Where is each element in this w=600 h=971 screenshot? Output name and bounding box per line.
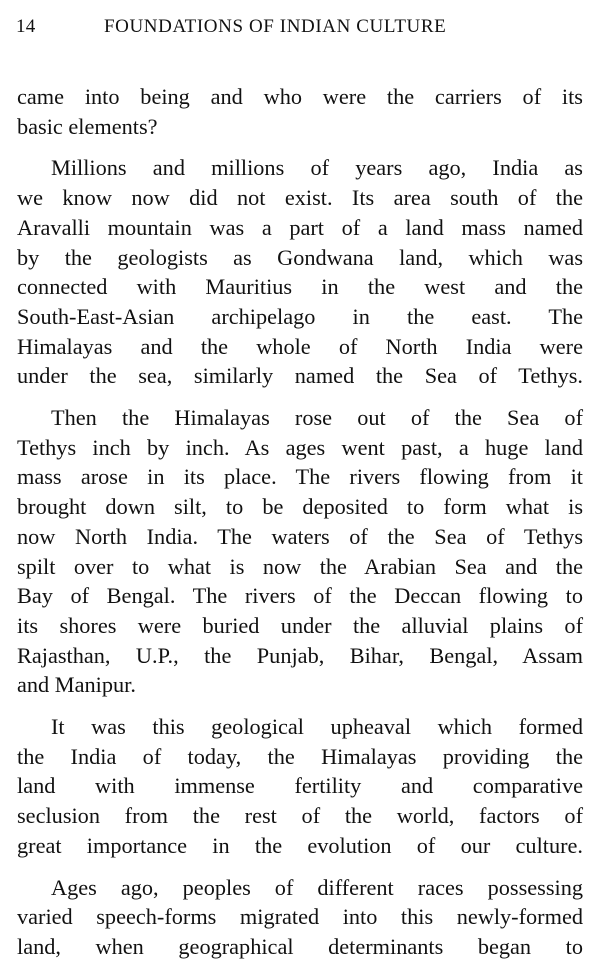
text-line: and Manipur. [17,672,136,698]
body-text [17,82,583,962]
text-line: seclusion from the rest of the world, factors of [17,803,583,829]
text-line: basic elements? [17,113,158,139]
text-line: mass arose in its place. The rivers flowing from it [17,464,583,490]
text-line: Himalayas and the whole of North India were [17,333,583,359]
running-title: FOUNDATIONS OF INDIAN CULTURE [104,16,447,37]
text-line: varied speech-forms migrated into this newly-formed [17,904,583,930]
paragraph-gondwana [17,153,583,391]
running-head [16,16,582,46]
text-line: spilt over to what is now the Arabian Sea and the [17,553,583,579]
text-line: Aravalli mountain was a part of a land mass named [17,214,583,240]
text-line: land with immense fertility and comparative [17,773,583,799]
text-line: It was this geological upheaval which formed [51,714,583,740]
text-line: Bay of Bengal. The rivers of the Deccan flowing to [17,583,583,609]
text-line: the India of today, the Himalayas providing the [17,743,583,769]
text-line: Tethys inch by inch. As ages went past, a huge land [17,434,583,460]
text-line: brought down silt, to be deposited to form what is [17,494,583,520]
paragraph-continuation [17,82,583,141]
text-line: South-East-Asian archipelago in the east. The [17,303,583,329]
text-line: under the sea, similarly named the Sea of Tethys. [17,363,583,389]
paragraph-upheaval [17,712,583,861]
text-line: now North India. The waters of the Sea of Tethys [17,523,583,549]
text-line: Millions and millions of years ago, India as [51,155,583,181]
text-line: Rajasthan, U.P., the Punjab, Bihar, Bengal, Assam [17,642,583,668]
text-line: land, when geographical determinants began to [17,933,583,959]
text-line: Then the Himalayas rose out of the Sea of [51,405,583,431]
text-line: connected with Mauritius in the west and the [17,274,583,300]
paragraph-migration [17,873,583,962]
text-line: Ages ago, peoples of different races possessing [51,874,583,900]
text-line: by the geologists as Gondwana land, which was [17,244,583,270]
text-line: we know now did not exist. Its area south of the [17,185,583,211]
text-line: its shores were buried under the alluvial plains of [17,612,583,638]
text-line: great importance in the evolution of our culture. [17,832,583,858]
text-line: came into being and who were the carriers of its [17,84,583,109]
page-number: 14 [16,16,36,37]
paragraph-himalayas [17,403,583,700]
